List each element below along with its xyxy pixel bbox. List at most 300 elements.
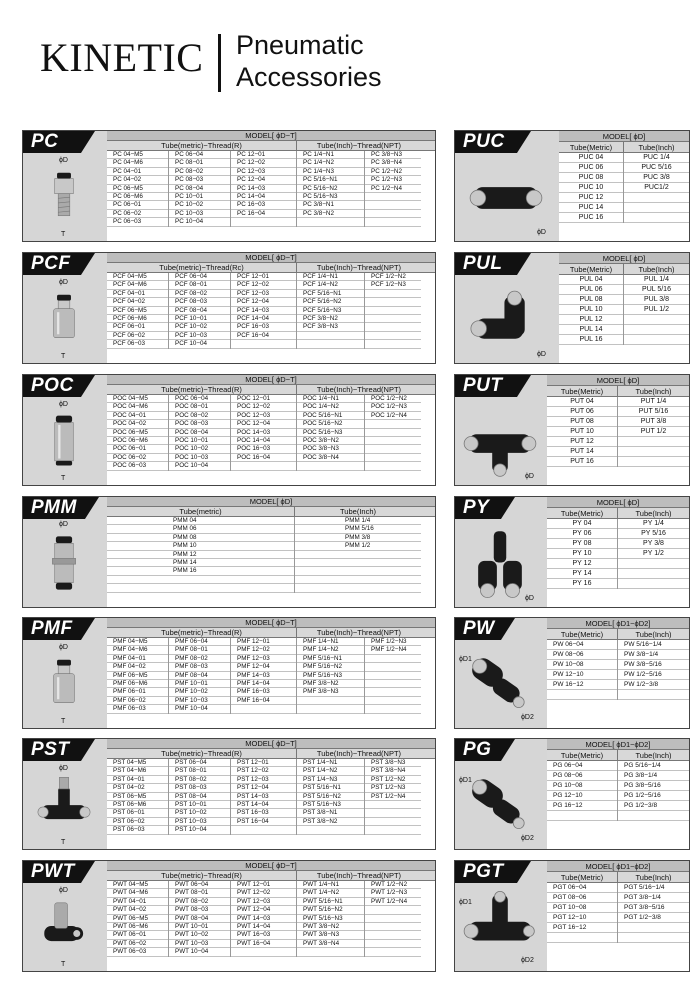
table-cell: PUT 5/16 xyxy=(618,407,689,417)
group-header-row xyxy=(559,264,689,275)
product-code-tab: PST xyxy=(23,739,81,761)
table-cell: POC 5/16−N2 xyxy=(297,420,364,428)
table-cell: PWT 08−02 xyxy=(169,898,230,906)
table-cell: PST 10−03 xyxy=(169,818,230,826)
metric-group-header: Tube(metric)−Thread(R) xyxy=(107,385,297,394)
table-cell: PMF 3/8−N3 xyxy=(297,688,364,696)
table-cell: PST 08−04 xyxy=(169,793,230,801)
female-fitting-icon xyxy=(35,646,93,720)
table-cell: PST 3/8−N4 xyxy=(365,767,421,775)
table-cell: PWT 06−01 xyxy=(107,931,168,939)
table-cell: PC 16−04 xyxy=(231,210,296,218)
model-header: MODEL[ ϕD] xyxy=(107,497,435,507)
model-table xyxy=(547,497,689,607)
table-cell: PY 3/8 xyxy=(618,539,689,549)
table-cell xyxy=(365,818,421,826)
table-cell: PCF 08−04 xyxy=(169,307,230,315)
table-cell xyxy=(297,218,364,226)
table-cell: PWT 5/16−N2 xyxy=(297,906,364,914)
table-cell: PGT 06−04 xyxy=(547,883,617,893)
table-column xyxy=(618,761,689,821)
table-body xyxy=(547,883,689,943)
group-header-row xyxy=(547,386,689,397)
dimension-d2-label: ϕD2 xyxy=(521,835,534,842)
table-column xyxy=(231,638,297,714)
table-cell: PMF 5/16−N1 xyxy=(297,655,364,663)
table-cell: POC 08−03 xyxy=(169,420,230,428)
table-cell: PCF 04−M5 xyxy=(107,273,168,281)
table-cell: PC 12−01 xyxy=(231,151,296,159)
table-column xyxy=(547,640,618,700)
table-cell: PUC 06 xyxy=(559,163,623,173)
table-body xyxy=(547,761,689,821)
table-cell: PWT 12−03 xyxy=(231,898,296,906)
table-cell: PGT 10−08 xyxy=(547,903,617,913)
table-cell: PCF 10−01 xyxy=(169,315,230,323)
table-cell xyxy=(365,915,421,923)
product-panel-pwt xyxy=(22,860,436,972)
model-header: MODEL[ ϕD−T] xyxy=(107,618,435,628)
table-column xyxy=(231,759,297,835)
table-cell: POC 14−03 xyxy=(231,429,296,437)
product-panel-pc xyxy=(22,130,436,242)
table-cell xyxy=(297,462,364,470)
table-cell: PG 1/2−3/8 xyxy=(618,801,689,811)
table-cell xyxy=(295,576,421,584)
table-cell xyxy=(231,340,296,348)
table-cell xyxy=(618,579,689,589)
table-cell: PST 14−03 xyxy=(231,793,296,801)
table-cell: POC 3/8−N2 xyxy=(297,437,364,445)
table-cell: PST 08−03 xyxy=(169,784,230,792)
group-header-row xyxy=(547,872,689,883)
table-cell xyxy=(365,948,421,956)
table-cell: PG 08−06 xyxy=(547,771,617,781)
product-code-tab: PW xyxy=(455,618,501,640)
inch-group-header: Tube(Inch)−Thread(NPT) xyxy=(316,263,402,272)
table-cell: PMF 12−02 xyxy=(231,646,296,654)
table-cell: POC 12−02 xyxy=(231,403,296,411)
table-cell xyxy=(107,576,294,584)
table-cell xyxy=(624,315,689,325)
union-straight-fitting-icon xyxy=(461,159,551,237)
table-cell xyxy=(365,906,421,914)
table-cell: POC 10−02 xyxy=(169,445,230,453)
table-cell: PC 10−03 xyxy=(169,210,230,218)
table-cell: PST 04−M6 xyxy=(107,767,168,775)
table-cell: PST 08−02 xyxy=(169,776,230,784)
table-cell: PST 12−04 xyxy=(231,784,296,792)
table-cell: PWT 1/4−N2 xyxy=(297,889,364,897)
table-column xyxy=(231,273,297,349)
group-header-row xyxy=(107,385,435,395)
table-cell: PC 04−01 xyxy=(107,168,168,176)
table-cell: POC 5/16−N1 xyxy=(297,412,364,420)
table-cell: PGT 1/2−3/8 xyxy=(618,913,689,923)
table-cell: POC 04−01 xyxy=(107,412,168,420)
y-union-fitting-icon xyxy=(461,525,539,603)
table-column xyxy=(169,273,231,349)
table-cell: POC 1/4−N2 xyxy=(297,403,364,411)
model-header: MODEL[ ϕD1−ϕD2] xyxy=(547,618,689,629)
table-cell: PUC 16 xyxy=(559,213,623,223)
table-cell: PCF 5/16−N2 xyxy=(297,298,364,306)
product-panel-poc xyxy=(22,374,436,486)
table-column xyxy=(231,395,297,471)
table-cell xyxy=(365,672,421,680)
table-cell: PMM 12 xyxy=(107,551,294,559)
table-cell: PMF 16−04 xyxy=(231,697,296,705)
group-header-row xyxy=(107,628,435,638)
table-cell: PG 5/16−1/4 xyxy=(618,761,689,771)
table-cell: PCF 12−03 xyxy=(231,290,296,298)
table-column xyxy=(169,638,231,714)
table-cell: PC 5/16−N3 xyxy=(297,193,364,201)
table-cell: PST 12−03 xyxy=(231,776,296,784)
table-cell: POC 06−02 xyxy=(107,454,168,462)
table-cell: PWT 16−04 xyxy=(231,940,296,948)
table-cell: PY 1/2 xyxy=(618,549,689,559)
table-cell: PC 3/8−N2 xyxy=(297,210,364,218)
table-cell xyxy=(365,307,421,315)
table-cell: POC 10−04 xyxy=(169,462,230,470)
table-cell: PW 3/8−1/4 xyxy=(618,650,689,660)
table-cell: PC 5/16−N2 xyxy=(297,185,364,193)
table-cell xyxy=(618,923,689,933)
table-cell: PG 06−04 xyxy=(547,761,617,771)
straight-fitting-icon xyxy=(35,159,93,233)
product-code-tab: PY xyxy=(455,497,501,519)
table-cell: PST 06−02 xyxy=(107,818,168,826)
table-cell: POC 10−03 xyxy=(169,454,230,462)
table-cell: PCF 04−02 xyxy=(107,298,168,306)
product-panel-put xyxy=(454,374,690,486)
table-cell: PMM 08 xyxy=(107,534,294,542)
dimension-t-label: T xyxy=(61,231,66,238)
metric-group-header: Tube(metric)−Thread(Rc) xyxy=(107,263,297,272)
table-cell: PST 10−02 xyxy=(169,809,230,817)
table-cell: POC 08−04 xyxy=(169,429,230,437)
table-cell: PY 04 xyxy=(547,519,617,529)
dimension-d-label: ϕD xyxy=(525,473,534,480)
table-column xyxy=(107,151,169,227)
table-cell: PWT 12−04 xyxy=(231,906,296,914)
model-table xyxy=(107,497,435,607)
table-cell: PY 06 xyxy=(547,529,617,539)
table-cell: PC 3/8−N1 xyxy=(297,201,364,209)
metric-group-header: Tube(Metric) xyxy=(559,142,624,152)
table-cell: PMF 06−03 xyxy=(107,705,168,713)
model-header: MODEL[ ϕD−T] xyxy=(107,131,435,141)
metric-group-header: Tube(metric)−Thread(R) xyxy=(107,871,297,880)
table-cell xyxy=(231,948,296,956)
product-image-area xyxy=(455,253,559,363)
table-cell: POC 12−04 xyxy=(231,420,296,428)
metric-group-header: Tube(Metric) xyxy=(547,508,618,518)
table-cell: PMF 08−04 xyxy=(169,672,230,680)
model-table xyxy=(107,618,435,728)
table-cell: PG 10−08 xyxy=(547,781,617,791)
table-cell: PGT 16−12 xyxy=(547,923,617,933)
bulkhead-fitting-icon xyxy=(35,403,93,477)
metric-group-header: Tube(metric)−Thread(R) xyxy=(107,749,297,758)
table-cell: PST 1/4−N1 xyxy=(297,759,364,767)
table-cell: PWT 3/8−N4 xyxy=(297,940,364,948)
table-cell: POC 10−01 xyxy=(169,437,230,445)
table-cell xyxy=(365,290,421,298)
table-cell: PCF 12−01 xyxy=(231,273,296,281)
product-panel-pgt xyxy=(454,860,690,972)
model-table xyxy=(107,861,435,971)
inch-group-header: Tube(Inch) xyxy=(635,387,672,396)
table-cell: PUL 14 xyxy=(559,325,623,335)
table-cell: PST 12−01 xyxy=(231,759,296,767)
table-cell: PC 08−02 xyxy=(169,168,230,176)
table-cell xyxy=(618,690,689,700)
table-cell: PMF 5/16−N2 xyxy=(297,663,364,671)
product-image-area xyxy=(23,618,107,728)
table-cell: PY 16 xyxy=(547,579,617,589)
dimension-d-label: ϕD xyxy=(537,351,546,358)
table-cell: PUL 16 xyxy=(559,335,623,345)
model-table xyxy=(107,131,435,241)
metric-group-header: Tube(Metric) xyxy=(547,629,618,639)
group-header-row xyxy=(107,749,435,759)
table-cell xyxy=(295,584,421,592)
inch-group-header: Tube(Inch)−Thread(NPT) xyxy=(316,628,402,637)
metric-group-header: Tube(Metric) xyxy=(559,264,624,274)
table-cell xyxy=(365,201,421,209)
table-cell: PUT 06 xyxy=(547,407,617,417)
product-image-area xyxy=(455,861,547,971)
table-cell: PCF 04−M6 xyxy=(107,281,168,289)
table-cell: POC 04−M6 xyxy=(107,403,168,411)
table-column xyxy=(107,273,169,349)
dimension-d-label: ϕD xyxy=(59,401,68,408)
table-column xyxy=(624,153,689,223)
table-cell xyxy=(365,923,421,931)
table-cell: PUC1/2 xyxy=(624,183,689,193)
model-table xyxy=(107,253,435,363)
table-cell: POC 06−03 xyxy=(107,462,168,470)
table-cell xyxy=(297,332,364,340)
table-cell: PUT 04 xyxy=(547,397,617,407)
table-cell: PMM 04 xyxy=(107,517,294,525)
table-cell: PCF 08−03 xyxy=(169,298,230,306)
table-cell: PWT 08−03 xyxy=(169,906,230,914)
table-column xyxy=(547,761,618,821)
dimension-d1-label: ϕD1 xyxy=(459,777,472,784)
inch-group-header: Tube(Inch)−Thread(NPT) xyxy=(316,141,402,150)
product-image-area xyxy=(455,618,547,728)
table-cell: PUL 06 xyxy=(559,285,623,295)
product-code-tab: PG xyxy=(455,739,501,761)
table-cell xyxy=(107,584,294,592)
dimension-t-label: T xyxy=(61,718,66,725)
table-cell: PC 1/4−N2 xyxy=(297,159,364,167)
group-header-row xyxy=(107,871,435,881)
table-cell: PMM 10 xyxy=(107,542,294,550)
table-cell xyxy=(295,559,421,567)
table-column xyxy=(618,640,689,700)
table-column xyxy=(618,397,689,467)
table-cell xyxy=(295,551,421,559)
product-panel-pst xyxy=(22,738,436,850)
table-cell: PWT 3/8−N2 xyxy=(297,923,364,931)
table-cell: PC 04−02 xyxy=(107,176,168,184)
table-cell: PUL 04 xyxy=(559,275,623,285)
table-column xyxy=(547,397,618,467)
table-cell: PST 10−04 xyxy=(169,826,230,834)
group-header-row xyxy=(107,141,435,151)
dimension-d2-label: ϕD2 xyxy=(521,957,534,964)
table-column xyxy=(169,759,231,835)
table-cell: PWT 10−03 xyxy=(169,940,230,948)
table-cell xyxy=(547,933,617,943)
group-header-row xyxy=(559,142,689,153)
table-cell: PUL 1/4 xyxy=(624,275,689,285)
table-cell: POC 04−02 xyxy=(107,420,168,428)
table-cell: PUT 08 xyxy=(547,417,617,427)
table-column xyxy=(547,519,618,589)
table-cell: PST 5/16−N1 xyxy=(297,784,364,792)
table-cell xyxy=(365,801,421,809)
table-cell: PGT 12−10 xyxy=(547,913,617,923)
table-column xyxy=(297,759,365,835)
product-image-area xyxy=(23,497,107,607)
table-cell: PWT 06−03 xyxy=(107,948,168,956)
table-cell: PMF 10−01 xyxy=(169,680,230,688)
page-header xyxy=(0,0,700,118)
table-cell: PCF 16−04 xyxy=(231,332,296,340)
table-cell: POC 1/4−N1 xyxy=(297,395,364,403)
reducer-fitting-icon xyxy=(461,767,539,845)
table-cell: POC 08−02 xyxy=(169,412,230,420)
inch-group-header: Tube(Inch)−Thread(NPT) xyxy=(316,749,402,758)
table-cell: PST 1/2−N4 xyxy=(365,793,421,801)
table-cell: PC 06−01 xyxy=(107,201,168,209)
model-table xyxy=(559,131,689,241)
dimension-d-label: ϕD xyxy=(525,595,534,602)
table-cell: PC 08−01 xyxy=(169,159,230,167)
product-panel-pw xyxy=(454,617,690,729)
elbow-fitting-icon xyxy=(461,281,551,359)
table-cell xyxy=(618,933,689,943)
table-cell: POC 16−03 xyxy=(231,445,296,453)
table-cell: PST 06−03 xyxy=(107,826,168,834)
table-column xyxy=(107,395,169,471)
table-cell xyxy=(365,826,421,834)
product-code-tab: PC xyxy=(23,131,81,153)
table-cell: PC 12−02 xyxy=(231,159,296,167)
table-cell: PC 1/2−N2 xyxy=(365,168,421,176)
table-cell: PST 14−04 xyxy=(231,801,296,809)
table-cell: POC 06−M5 xyxy=(107,429,168,437)
table-cell: PMM 16 xyxy=(107,567,294,575)
table-cell: PWT 08−04 xyxy=(169,915,230,923)
dimension-t-label: T xyxy=(61,353,66,360)
table-cell: PCF 08−02 xyxy=(169,290,230,298)
table-cell: PY 12 xyxy=(547,559,617,569)
table-cell: PUC 14 xyxy=(559,203,623,213)
table-cell xyxy=(365,218,421,226)
table-cell: PCF 06−M6 xyxy=(107,315,168,323)
table-cell: PCF 12−02 xyxy=(231,281,296,289)
table-cell: PST 04−M5 xyxy=(107,759,168,767)
table-cell: PMF 5/16−N3 xyxy=(297,672,364,680)
table-cell: PY 14 xyxy=(547,569,617,579)
product-panel-pg xyxy=(454,738,690,850)
table-cell: PCF 3/8−N3 xyxy=(297,323,364,331)
table-column xyxy=(559,275,624,345)
table-cell: PMM 06 xyxy=(107,525,294,533)
dimension-d-label: ϕD xyxy=(59,279,68,286)
table-cell: PWT 5/16−N1 xyxy=(297,898,364,906)
table-cell: PMF 1/4−N1 xyxy=(297,638,364,646)
table-cell: PC 10−04 xyxy=(169,218,230,226)
table-cell: POC 1/2−N3 xyxy=(365,403,421,411)
table-cell: PMF 04−02 xyxy=(107,663,168,671)
table-cell: PST 1/4−N2 xyxy=(297,767,364,775)
dimension-d1-label: ϕD1 xyxy=(459,899,472,906)
table-cell: PWT 1/2−N4 xyxy=(365,898,421,906)
table-cell: PCF 14−03 xyxy=(231,307,296,315)
table-cell xyxy=(365,429,421,437)
table-cell: POC 5/16−N3 xyxy=(297,429,364,437)
product-image-area xyxy=(23,253,107,363)
table-cell: PWT 10−02 xyxy=(169,931,230,939)
table-cell: PWT 14−04 xyxy=(231,923,296,931)
table-cell: PCF 1/2−N2 xyxy=(365,273,421,281)
table-cell: PC 16−03 xyxy=(231,201,296,209)
table-cell: PGT 3/8−1/4 xyxy=(618,893,689,903)
table-cell: PUL 3/8 xyxy=(624,295,689,305)
table-cell: PMF 3/8−N2 xyxy=(297,680,364,688)
table-cell xyxy=(231,826,296,834)
metric-group-header: Tube(metric)−Thread(R) xyxy=(107,628,297,637)
table-cell: PUL 08 xyxy=(559,295,623,305)
table-column xyxy=(231,881,297,957)
table-cell: PWT 04−02 xyxy=(107,906,168,914)
table-cell xyxy=(618,811,689,821)
table-cell: PWT 12−01 xyxy=(231,881,296,889)
header-divider xyxy=(218,34,221,92)
table-cell: PMF 10−02 xyxy=(169,688,230,696)
table-cell: PWT 1/2−N3 xyxy=(365,889,421,897)
table-cell: PC 06−M5 xyxy=(107,185,168,193)
table-cell xyxy=(618,569,689,579)
table-cell: PWT 1/4−N1 xyxy=(297,881,364,889)
table-column xyxy=(365,395,421,471)
table-cell: PWT 06−02 xyxy=(107,940,168,948)
table-cell: PC 12−03 xyxy=(231,168,296,176)
product-code-tab: PUL xyxy=(455,253,517,275)
table-cell: PC 1/2−N3 xyxy=(365,176,421,184)
product-panel-puc xyxy=(454,130,690,242)
table-cell: PST 16−03 xyxy=(231,809,296,817)
table-cell: POC 1/2−N4 xyxy=(365,412,421,420)
table-cell: PCF 12−04 xyxy=(231,298,296,306)
table-cell: PCF 1/2−N3 xyxy=(365,281,421,289)
table-cell: POC 12−03 xyxy=(231,412,296,420)
product-code-tab: PUT xyxy=(455,375,517,397)
table-cell: PST 06−01 xyxy=(107,809,168,817)
table-cell: PST 1/4−N3 xyxy=(297,776,364,784)
table-cell: PCF 06−02 xyxy=(107,332,168,340)
table-cell: PUT 1/2 xyxy=(618,427,689,437)
table-cell: PUC 08 xyxy=(559,173,623,183)
table-cell: PMF 08−02 xyxy=(169,655,230,663)
